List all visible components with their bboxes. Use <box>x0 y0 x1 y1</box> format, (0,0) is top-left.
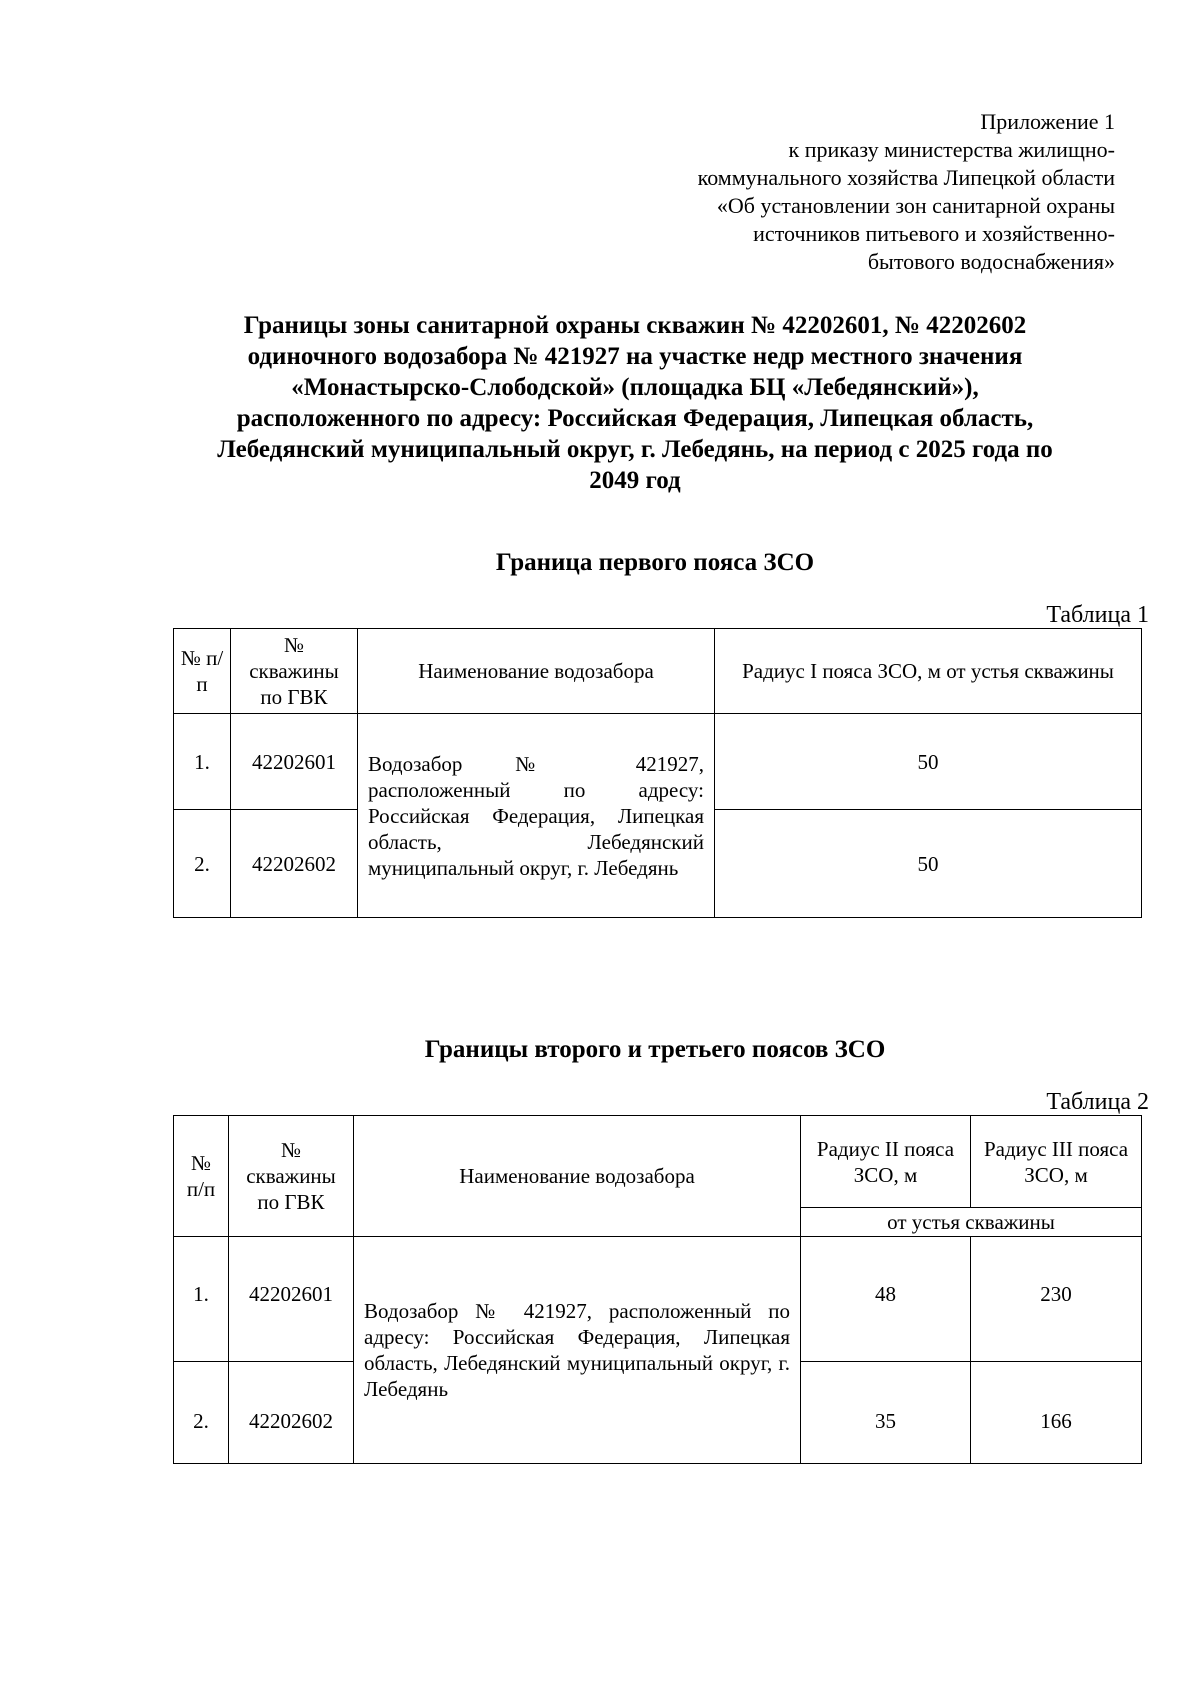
cell-well: 42202602 <box>231 810 358 918</box>
table-header-row <box>174 629 1142 714</box>
cell-num: 1. <box>174 1237 229 1362</box>
title-line: одиночного водозабора № 421927 на участке недр местного значения <box>247 343 1023 370</box>
table-2-label: Таблица 2 <box>1046 1089 1149 1115</box>
cell-radius-2: 48 <box>801 1237 971 1362</box>
header-num: № п/п <box>174 629 231 714</box>
table-header-row <box>174 1116 1142 1208</box>
cell-radius-1: 50 <box>715 714 1142 810</box>
header-intake-name: Наименование водозабора <box>354 1116 801 1237</box>
cell-radius-2: 35 <box>801 1362 971 1464</box>
appendix-line: «Об установлении зон санитарной охраны <box>716 193 1115 218</box>
appendix-line: источников питьевого и хозяйственно- <box>753 221 1115 246</box>
table-second-third-belts <box>173 1115 1142 1464</box>
section-title-first-belt: Граница первого пояса ЗСО <box>495 549 815 576</box>
appendix-line: Приложение 1 <box>980 109 1115 134</box>
header-intake-name: Наименование водозабора <box>358 629 715 714</box>
cell-well: 42202601 <box>231 714 358 810</box>
appendix-line: бытового водоснабжения» <box>867 249 1115 274</box>
appendix-line: коммунального хозяйства Липецкой области <box>697 165 1115 190</box>
table-1-label: Таблица 1 <box>1046 602 1149 628</box>
table-row <box>174 714 1142 810</box>
title-line: расположенного по адресу: Российская Федерация, Липецкая область, <box>236 405 1034 432</box>
header-well: № скважины по ГВК <box>229 1116 354 1237</box>
table-first-belt <box>173 628 1142 918</box>
cell-num: 1. <box>174 714 231 810</box>
document-title <box>160 310 1110 496</box>
section-title-second-third-belts: Границы второго и третьего поясов ЗСО <box>424 1036 886 1063</box>
cell-num: 2. <box>174 810 231 918</box>
header-radius-2: Радиус II пояса ЗСО, м <box>801 1116 971 1208</box>
header-num: № п/п <box>174 1116 229 1237</box>
cell-well: 42202601 <box>229 1237 354 1362</box>
cell-num: 2. <box>174 1362 229 1464</box>
appendix-block <box>515 108 1115 276</box>
appendix-line: к приказу министерства жилищно- <box>788 137 1115 162</box>
title-line: Лебедянский муниципальный округ, г. Лебедянь, на период с 2025 года по <box>217 436 1053 463</box>
cell-intake-name: Водозабор № 421927, расположенный по адресу: Российская Федерация, Липецкая область, Лебедянский муниципальный округ, г. Лебедянь <box>358 714 715 918</box>
header-radius-1: Радиус I пояса ЗСО, м от устья скважины <box>715 629 1142 714</box>
cell-radius-3: 166 <box>971 1362 1142 1464</box>
header-radius-3: Радиус III пояса ЗСО, м <box>971 1116 1142 1208</box>
title-line: Границы зоны санитарной охраны скважин № 42202601, № 42202602 <box>243 312 1027 339</box>
cell-well: 42202602 <box>229 1362 354 1464</box>
cell-radius-1: 50 <box>715 810 1142 918</box>
title-line: 2049 год <box>589 467 681 494</box>
header-from-wellhead: от устья скважины <box>801 1208 1142 1237</box>
title-line: «Монастырско-Слободской» (площадка БЦ «Лебедянский»), <box>291 374 979 401</box>
header-well: № скважины по ГВК <box>231 629 358 714</box>
cell-radius-3: 230 <box>971 1237 1142 1362</box>
cell-intake-name: Водозабор № 421927, расположенный по адресу: Российская Федерация, Липецкая область, Лебедянский муниципальный округ, г. Лебедянь <box>354 1237 801 1464</box>
table-row <box>174 1237 1142 1362</box>
